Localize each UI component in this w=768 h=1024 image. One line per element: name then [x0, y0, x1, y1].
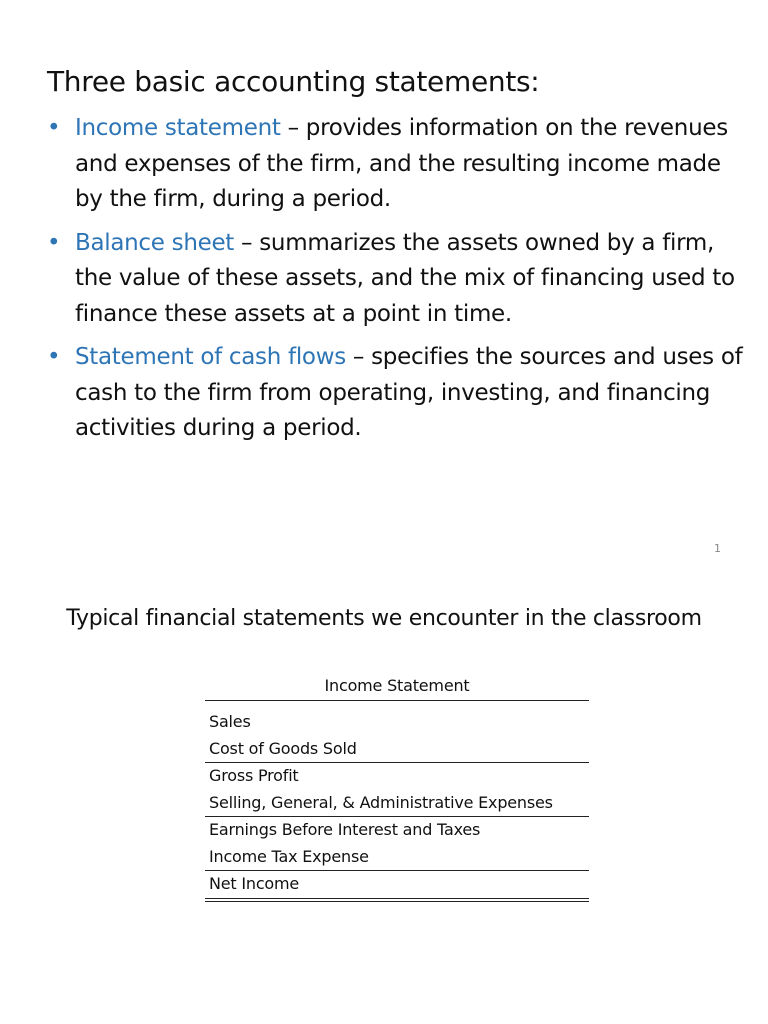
line-item-sga-expenses: Selling, General, & Administrative Expenses: [205, 790, 589, 818]
line-item-cost-of-goods-sold: Cost of Goods Sold: [205, 736, 589, 764]
bullet-balance-sheet: [47, 226, 747, 333]
bullet-term: Statement of cash flows: [75, 344, 346, 370]
income-statement-title: Income Statement: [205, 672, 589, 701]
statement-bullet-list: [47, 111, 747, 455]
bullet-description: – specifies the sources and uses of cash to the firm from operating, investing, and financing activities during a period.: [75, 344, 743, 441]
bullet-description: – summarizes the assets owned by a firm, the value of these assets, and the mix of financing used to finance these assets at a point in time.: [75, 229, 735, 327]
income-statement-table: [205, 672, 589, 902]
bullet-marker: •: [47, 115, 61, 141]
slide-typical-statements: [0, 565, 768, 1024]
page-number: 1: [714, 542, 721, 555]
slide-heading: Three basic accounting statements:: [47, 65, 540, 98]
bullet-cash-flows: [47, 340, 747, 447]
line-item-income-tax-expense: Income Tax Expense: [205, 844, 589, 872]
line-item-gross-profit: Gross Profit: [209, 766, 299, 785]
bullet-term: Balance sheet: [75, 229, 235, 256]
bullet-description: – provides information on the revenues and expenses of the firm, and the resulting income made by the firm, during a period.: [75, 115, 728, 212]
bullet-marker: •: [47, 344, 61, 370]
line-item-ebit: Earnings Before Interest and Taxes: [209, 820, 481, 839]
bullet-income-statement: [47, 111, 747, 218]
line-item-sales: Sales: [209, 712, 251, 731]
bullet-marker: •: [47, 229, 61, 256]
bullet-term: Income statement: [75, 115, 281, 141]
line-item-net-income: Net Income: [205, 871, 589, 902]
income-statement-rows: [205, 701, 589, 902]
slide-title: Typical financial statements we encounter in the classroom: [66, 606, 702, 631]
